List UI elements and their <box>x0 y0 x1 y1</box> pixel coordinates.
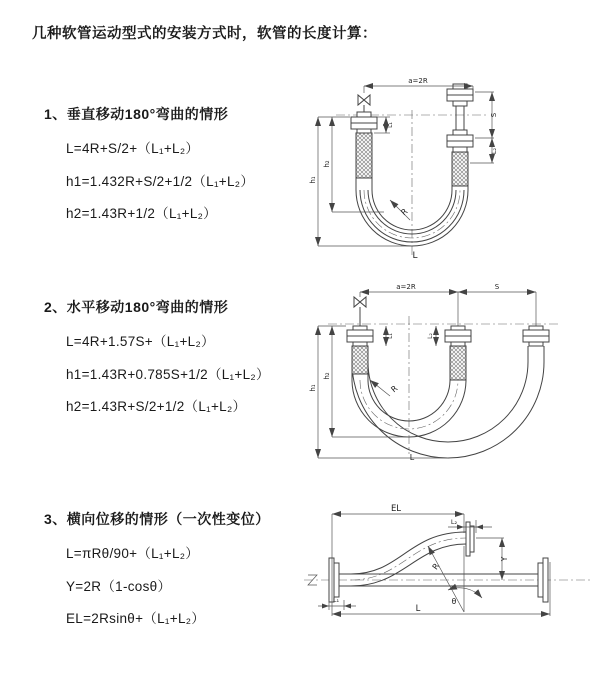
dim-label-l1: L₁ <box>332 596 340 604</box>
dim-label-h1: h₁ <box>309 384 317 392</box>
dim-label-length: L <box>412 251 418 260</box>
dim-label-a2r: a=2R <box>408 77 428 85</box>
dim-label-radius: R <box>389 383 400 395</box>
dim-label-length: L <box>409 453 415 462</box>
section-3-heading: 3、横向位移的情形（一次性变位） <box>44 511 270 527</box>
dimension-el <box>332 504 464 616</box>
centerlines <box>304 575 592 585</box>
formula-line: h2=1.43R+1/2（L₁+L₂） <box>66 206 217 221</box>
section-lateral-displacement <box>44 509 314 636</box>
formula-line: L=4R+1.57S+（L₁+L₂） <box>66 334 215 349</box>
braided-hose-section <box>450 346 466 380</box>
right-flange <box>538 558 548 602</box>
dim-label-s: S <box>494 283 500 291</box>
section-horizontal-movement <box>44 297 314 424</box>
formula-line: Y=2R（1-cosθ） <box>66 578 172 594</box>
angle-construction <box>428 546 482 612</box>
dimension-h1-h2 <box>309 326 448 458</box>
dimension-a2r-s <box>360 283 536 326</box>
diagram-lateral-displacement <box>296 500 600 650</box>
radius-leader <box>390 200 410 220</box>
formula-line: h1=1.43R+0.785S+1/2（L₁+L₂） <box>66 366 270 382</box>
valve-icon <box>354 297 366 326</box>
dim-label-length: L <box>415 604 421 614</box>
diagram-vertical-180-bend <box>306 72 594 260</box>
formula-line: EL=2Rsinθ+（L₁+L₂） <box>66 611 206 626</box>
right-pipe-flange <box>447 84 473 186</box>
dim-label-l1: L₁ <box>387 122 394 128</box>
dim-label-l2: L₂ <box>490 147 498 155</box>
dim-label-h2: h₂ <box>323 372 331 380</box>
s-curve-hose <box>351 532 466 586</box>
dim-label-h2: h₂ <box>323 160 331 168</box>
dim-label-y: Y <box>500 556 509 562</box>
braided-hose-section <box>352 346 368 374</box>
braided-hose-section <box>356 133 372 178</box>
dim-label-s: S <box>490 112 498 118</box>
section-2-heading: 2、水平移动180°弯曲的情形 <box>44 299 229 315</box>
dim-label-radius: R <box>399 206 410 218</box>
dim-label-el: EL <box>390 504 402 514</box>
dim-label-l2: L₂ <box>450 518 458 526</box>
dim-label-a2r: a=2R <box>396 283 416 291</box>
valve-icon <box>358 95 370 112</box>
dimension-s-l2 <box>470 92 498 163</box>
dim-label-radius: R <box>430 561 442 572</box>
dimension-l1 <box>318 596 356 610</box>
formula-line: h2=1.43R+S/2+1/2（L₁+L₂） <box>66 399 247 414</box>
right-pipe-flange <box>523 326 549 346</box>
dim-label-h1: h₁ <box>309 176 317 184</box>
hose-bends <box>352 346 544 458</box>
dim-label-theta: θ <box>451 597 457 606</box>
page-title: 几种软管运动型式的安装方式时，软管的长度计算： <box>32 26 377 42</box>
middle-pipe-flange <box>445 326 471 380</box>
section-1-heading: 1、垂直移动180°弯曲的情形 <box>44 106 229 122</box>
dim-label-l2: L₂ <box>427 333 434 339</box>
dim-label-l1: L₁ <box>387 333 394 339</box>
left-pipe-flange <box>351 112 377 178</box>
section-vertical-movement <box>44 104 314 231</box>
formula-line: h1=1.432R+S/2+1/2（L₁+L₂） <box>66 173 255 189</box>
formula-line: L=4R+S/2+（L₁+L₂） <box>66 141 200 156</box>
dimension-l1-l2 <box>386 326 436 346</box>
diagram-horizontal-180-bend <box>306 276 600 462</box>
formula-line: L=πRθ/90+（L₁+L₂） <box>66 546 200 561</box>
braided-hose-section <box>452 152 468 186</box>
left-pipe-flange <box>347 326 373 374</box>
